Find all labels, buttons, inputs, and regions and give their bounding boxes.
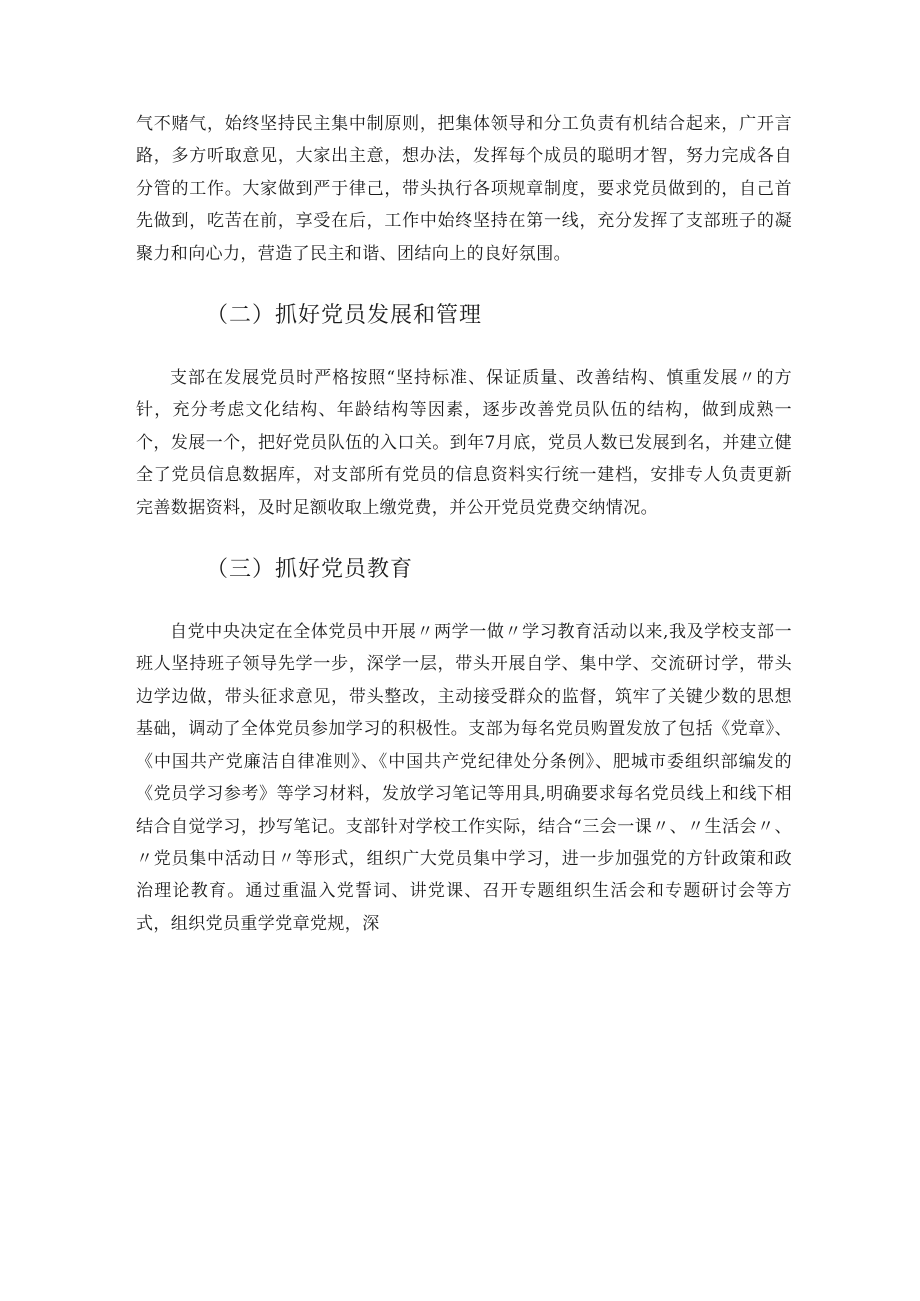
body-paragraph-leadership: 气不赌气，始终坚持民主集中制原则，把集体领导和分工负责有机结合起来，广开言路，多方听取意见，大家出主意，想办法，发挥每个成员的聪明才智，努力完成各自分管的工作。大家做到严于律己，带头执行各项规章制度，要求党员做到的，自己首先做到，吃苦在前，享受在后，工作中始终坚持在第一线，充分发挥了支部班子的凝聚力和向心力，营造了民主和谐、团结向上的良好氛围。 [136, 114, 792, 264]
section-heading-party-member-development: （二）抓好党员发展和管理 [206, 303, 483, 329]
body-paragraph-member-development: 支部在发展党员时严格按照“坚持标准、保证质量、改善结构、慎重发展〃的方针，充分考虑文化结构、年龄结构等因素，逐步改善党员队伍的结构，做到成熟一个，发展一个，把好党员队伍的入口关。到年7月底，党员人数已发展到名，并建立健全了党员信息数据库，对支部所有党员的信息资料实行统一建档，安排专人负责更新完善数据资料，及时足额收取上缴党费，并公开党员党费交纳情况。 [136, 368, 792, 518]
section-heading-party-member-education: （三）抓好党员教育 [206, 557, 414, 583]
body-paragraph-member-education: 自党中央决定在全体党员中开展〃两学一做〃学习教育活动以来,我及学校支部一班人坚持班子领导先学一步，深学一层，带头开展自学、集中学、交流研讨学，带头边学边做，带头征求意见，带头整改，主动接受群众的监督，筑牢了关键少数的思想基础，调动了全体党员参加学习的积极性。支部为每名党员购置发放了包括《党章》、《中国共产党廉洁自律准则》、《中国共产党纪律处分条例》、肥城市委组织部编发的《党员学习参考》等学习材料，发放学习笔记等用具,明确要求每名党员线上和线下相结合自觉学习，抄写笔记。支部针对学校工作实际，结合“三会一课〃、〃生活会〃、〃党员集中活动日〃等形式，组织广大党员集中学习，进一步加强党的方针政策和政治理论教育。通过重温入党誓词、讲党课、召开专题组织生活会和专题研讨会等方式，组织党员重学党章党规，深 [136, 622, 792, 934]
document-page [136, 108, 792, 940]
